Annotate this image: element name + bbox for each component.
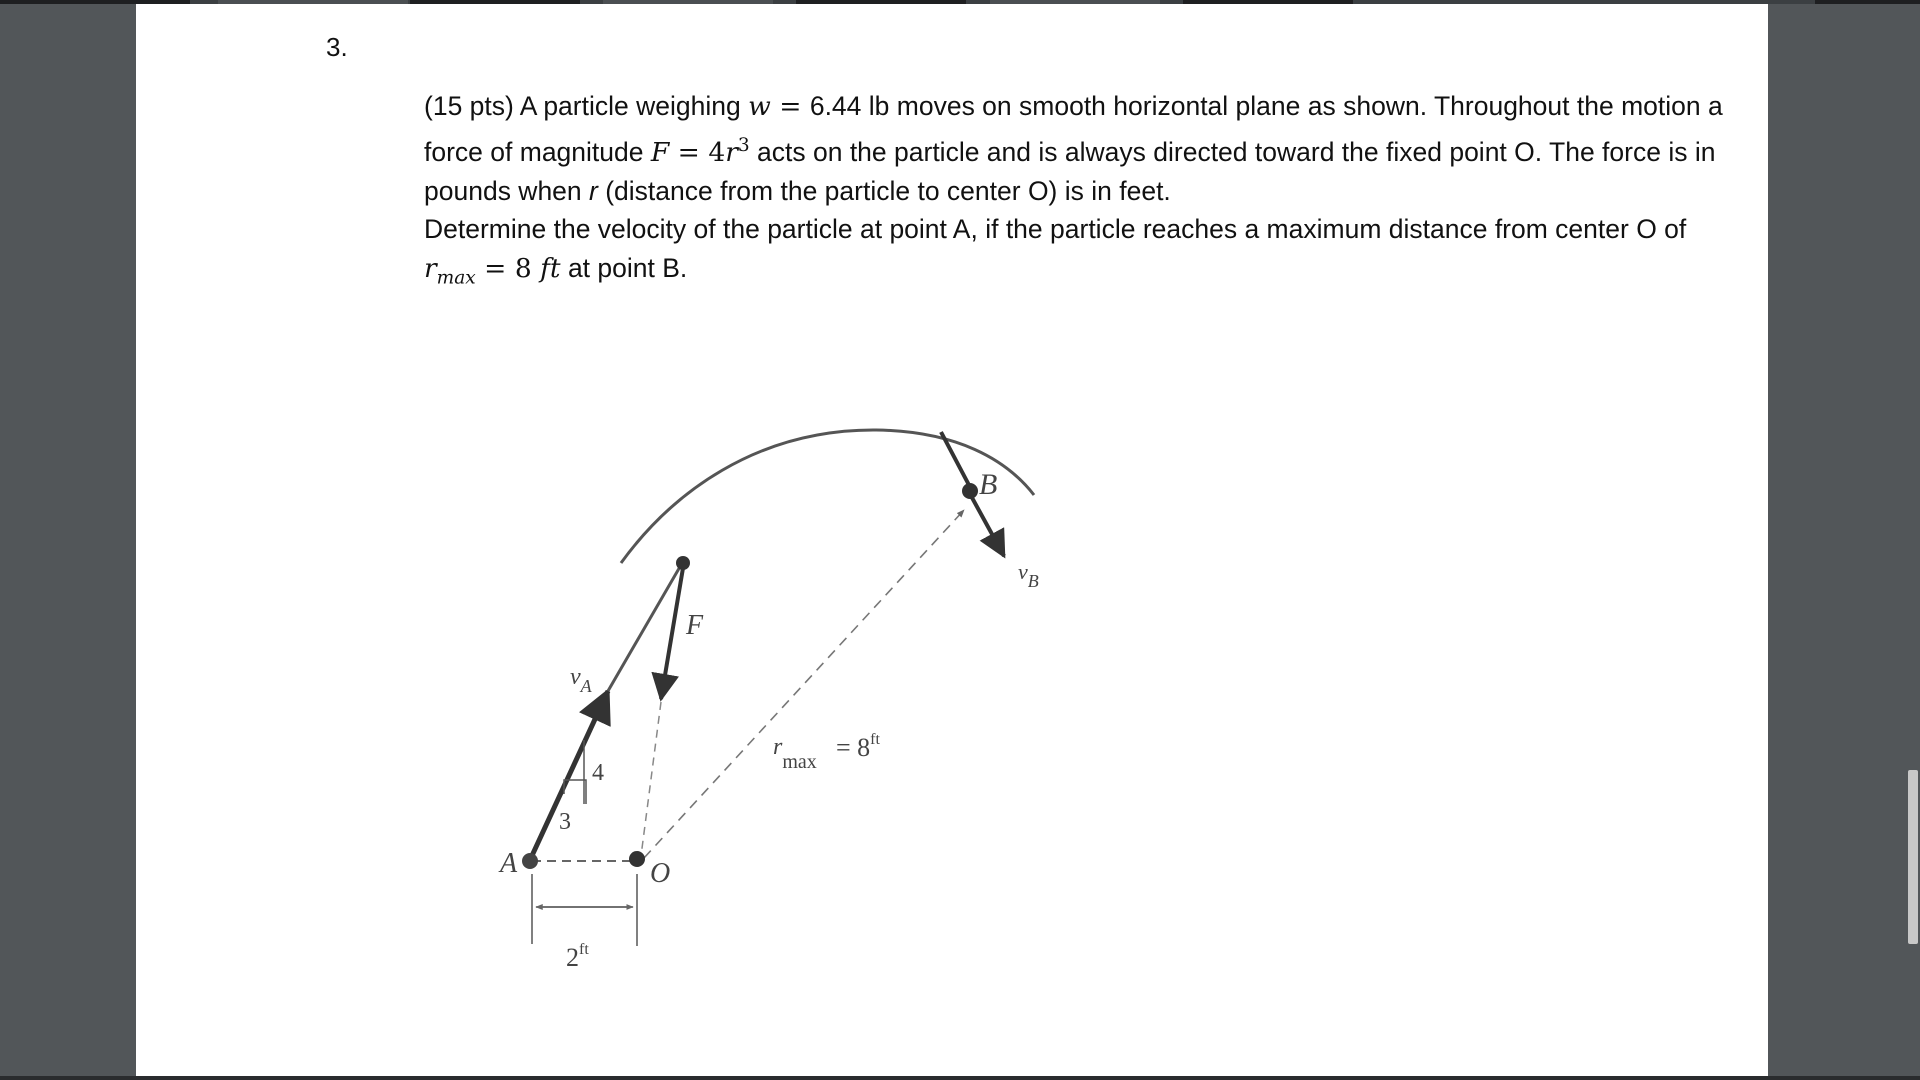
point-a: [522, 853, 538, 869]
label-dimension-value: 2: [566, 943, 579, 972]
text-determine: Determine the velocity of the particle at point A, if the particle reaches a maximum distance from center O of: [424, 214, 1687, 245]
problem-statement: [424, 87, 1724, 298]
label-rmax-sub: max: [782, 751, 817, 773]
force-vector: [661, 568, 683, 699]
tangent-line-b: [941, 432, 970, 487]
rmax-dashed-line: [644, 510, 964, 858]
label-va: [570, 664, 593, 696]
force-dashed-line: [641, 702, 661, 856]
label-dimension: [566, 941, 589, 972]
slope-label-4: 4: [592, 760, 604, 786]
problem-paragraph-1: [424, 87, 1724, 210]
force-coefficient: 4: [708, 136, 726, 168]
r-symbol: r: [725, 136, 738, 168]
equals-sign: =: [770, 91, 810, 122]
scrollbar[interactable]: [1906, 4, 1920, 1080]
velocity-b-vector: [970, 494, 1004, 556]
document-page: [136, 4, 1768, 1080]
text-rest1: moves on smooth horizontal plane as shown.: [889, 91, 1428, 121]
path-segment-lower: [608, 565, 681, 691]
trajectory-figure: [436, 384, 1336, 1024]
label-rmax-value: [836, 731, 881, 762]
scrollbar-thumb[interactable]: [1908, 770, 1918, 944]
label-a: A: [500, 848, 518, 879]
top-bar-segment: [1815, 0, 1920, 4]
rmax-value: 8: [514, 252, 541, 284]
equals-sign: =: [475, 252, 515, 284]
exponent: 3: [737, 134, 750, 156]
label-vb-v: v: [1018, 559, 1028, 584]
weight-symbol: w: [748, 91, 771, 122]
label-dimension-unit: ft: [579, 941, 589, 958]
label-b: B: [979, 468, 998, 501]
slope-label-3: 3: [559, 809, 571, 835]
label-rmax-r: r: [773, 734, 783, 760]
label-rmax-unit: ft: [870, 731, 880, 748]
weight-value: 6.44 lb: [809, 91, 890, 121]
text-pts: (15 pts) A particle weighing: [424, 91, 749, 121]
equals-sign: =: [669, 136, 709, 168]
label-f: F: [686, 610, 704, 641]
label-va-v: v: [570, 664, 581, 690]
particle-point: [676, 556, 690, 570]
r-italic: r: [589, 175, 598, 206]
problem-paragraph-2: [424, 210, 1724, 297]
label-rmax: [773, 734, 817, 773]
force-symbol: F: [650, 136, 670, 168]
label-va-sub: A: [580, 676, 592, 696]
window-bottom-bar: [0, 1076, 1920, 1080]
text-line2a: Throughout the motion a force of magnitude: [424, 91, 1723, 167]
text-line2b: acts on the particle and is always directed toward the fixed point O. The force is in pounds when: [424, 136, 1716, 206]
text-at-point-b: at point B.: [560, 252, 688, 283]
label-rmax-eq: = 8: [836, 733, 871, 762]
text-line3b: (distance from the particle to center O) is in feet.: [597, 175, 1171, 206]
label-vb-sub: B: [1027, 571, 1039, 591]
rmax-unit: ft: [540, 252, 561, 284]
rmax-symbol: r: [424, 252, 437, 284]
label-o: O: [650, 858, 671, 889]
label-vb: [1018, 559, 1039, 591]
problem-number: 3.: [326, 32, 348, 62]
rmax-subscript: max: [436, 267, 476, 289]
point-o: [629, 851, 645, 867]
